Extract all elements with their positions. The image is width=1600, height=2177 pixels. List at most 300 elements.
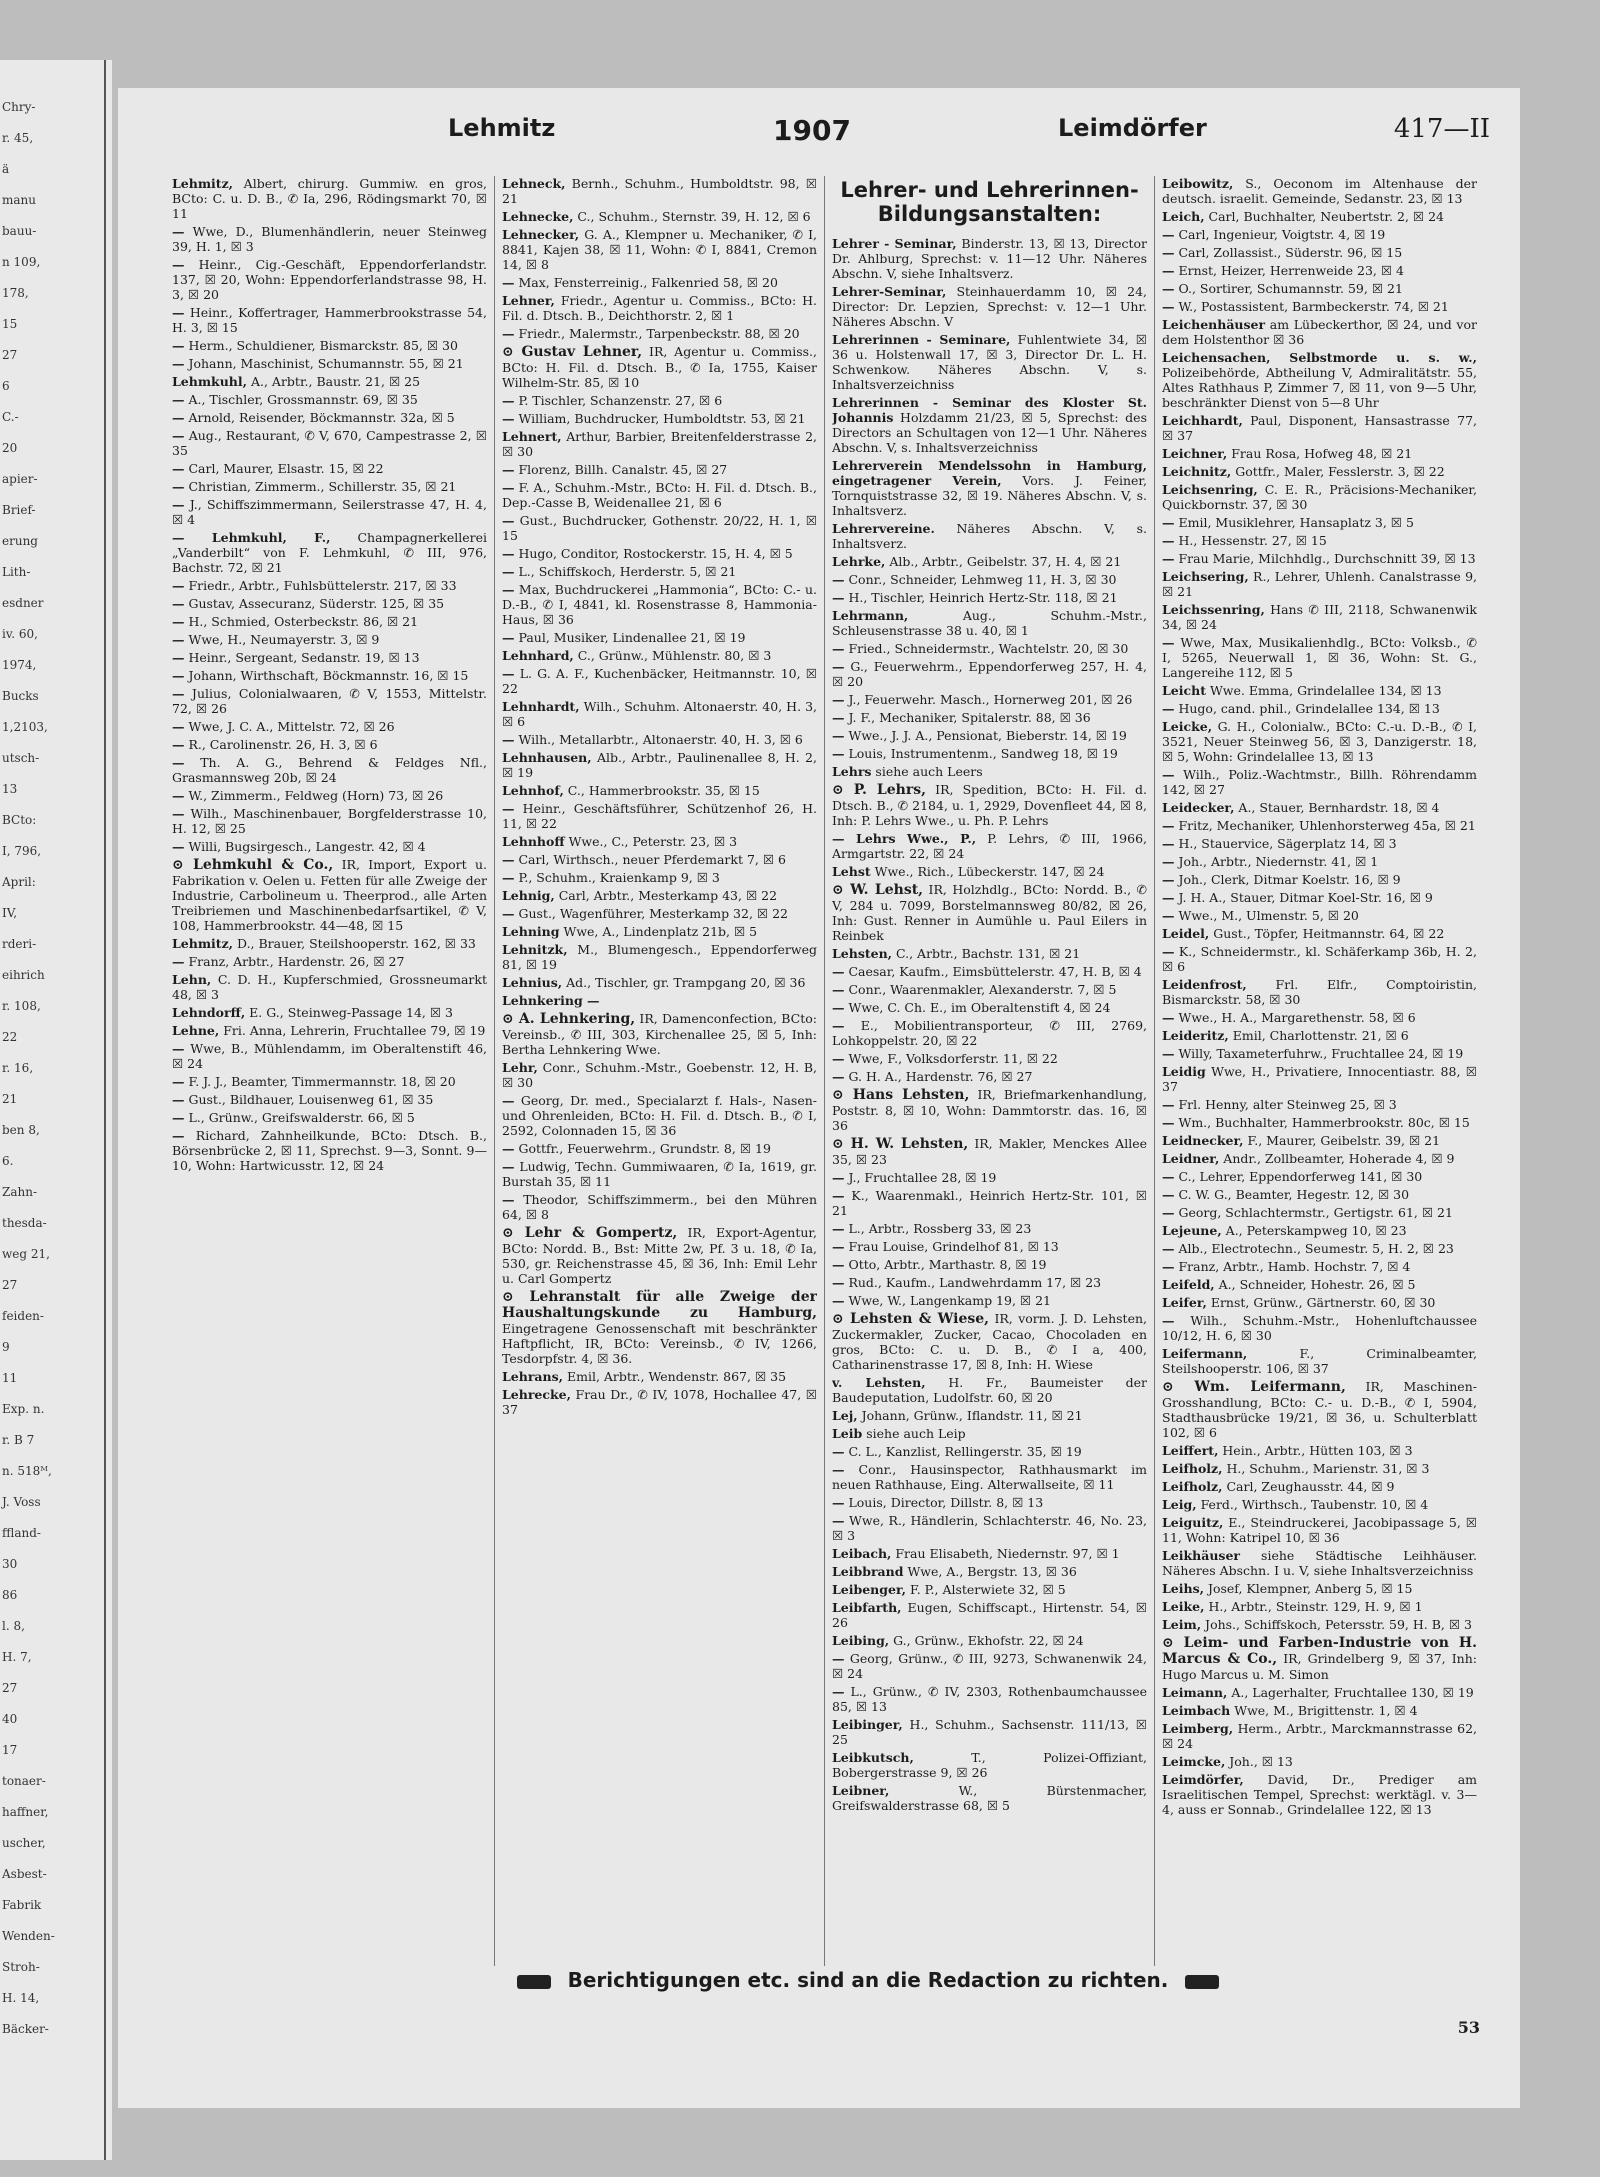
pointing-hand-icon	[517, 1975, 551, 1989]
entry-details: Carl, Zollassist., Süderstr. 96, ☒ 15	[1174, 245, 1403, 260]
entry-details: Carl, Wirthsch., neuer Pferdemarkt 7, ☒ 6	[514, 852, 787, 867]
entry-name: —	[1162, 281, 1175, 296]
directory-entry	[502, 942, 817, 972]
directory-entry	[1162, 800, 1477, 815]
entry-details: Paul, Disponent, Hansastrasse 77, ☒ 37	[1162, 413, 1477, 443]
adjacent-page-fragment: Asbest-	[2, 1867, 47, 1881]
directory-entry	[832, 284, 1147, 329]
entry-name: —	[1162, 818, 1175, 833]
entry-details: Friedr., Agentur u. Commiss., BCto: H. Fil. d. Dtsch. B., Deichthorstr. 2, ☒ 1	[502, 293, 817, 323]
entry-details: Gust., Töpfer, Heitmannstr. 64, ☒ 22	[1209, 926, 1445, 941]
entry-details: J., Feuerwehr. Masch., Hornerweg 201, ☒ 26	[844, 692, 1133, 707]
entry-details: IR, Damenconfection, BCto: Vereinsb., ✆ III, 303, Kirchenallee 25, ☒ 5, Inh: Bertha Lehnkering Wwe.	[502, 1011, 817, 1057]
footer-text: Berichtigungen etc. sind an die Redaction zu richten.	[567, 1968, 1169, 1992]
entry-name: — Lehrs Wwe., P.,	[832, 831, 977, 846]
adjacent-page-fragment: n. 518ᴹ,	[2, 1464, 52, 1478]
entry-name: —	[502, 666, 515, 681]
directory-entry	[832, 521, 1147, 551]
directory-entry	[1162, 413, 1477, 443]
entry-details: C. W. G., Beamter, Hegestr. 12, ☒ 30	[1174, 1187, 1410, 1202]
entry-details: Christian, Zimmerm., Schillerstr. 35, ☒ 21	[184, 479, 457, 494]
entry-details: IR, Export-Agentur, BCto: Nordd. B., Bst: Mitte 2w, Pf. 3 u. 18, ✆ Ia, 530, gr. Reichenstrasse 45, ☒ 36, Inh: Emil Lehr u. Carl Gompertz	[502, 1225, 817, 1286]
directory-entry	[502, 564, 817, 579]
directory-entry	[172, 530, 487, 575]
entry-details: G. A., Klempner u. Mechaniker, ✆ I, 8841, Kajen 38, ☒ 11, Wohn: ✆ I, 8841, Cremon 14, ☒ 8	[502, 227, 817, 272]
entry-details: Paul, Musiker, Lindenallee 21, ☒ 19	[514, 630, 746, 645]
adjacent-page-fragment: eihrich	[2, 968, 45, 982]
directory-entry	[832, 1750, 1147, 1780]
directory-entry	[1162, 890, 1477, 905]
directory-entry	[172, 224, 487, 254]
entry-name: Lehne,	[172, 1023, 220, 1038]
directory-entry	[1162, 317, 1477, 347]
directory-entry	[832, 332, 1147, 392]
entry-name: Leidner,	[1162, 1151, 1220, 1166]
entry-details: E., Mobilientransporteur, ✆ III, 2769, Lohkoppelstr. 20, ☒ 22	[832, 1018, 1147, 1048]
adjacent-page-fragment: utsch-	[2, 751, 40, 765]
directory-entry	[172, 1092, 487, 1107]
entry-details: H. Fr., Baumeister der Baudeputation, Ludolfstr. 60, ☒ 20	[832, 1375, 1147, 1405]
entry-details: Binderstr. 13, ☒ 13, Director Dr. Ahlburg, Sprechst: v. 11—12 Uhr. Näheres Abschn. V, siehe Inhaltsverz.	[832, 236, 1147, 281]
entry-name: Leimbach	[1162, 1703, 1231, 1718]
entry-name: —	[502, 1093, 515, 1108]
entry-name: Lehnius,	[502, 975, 563, 990]
entry-details: Gottfr., Maler, Fesslerstr. 3, ☒ 22	[1231, 464, 1445, 479]
directory-entry	[502, 209, 817, 224]
adjacent-page-fragment: iv. 60,	[2, 627, 38, 641]
adjacent-page-fragment: haffner,	[2, 1805, 49, 1819]
directory-entry	[502, 906, 817, 921]
entry-name: —	[172, 578, 185, 593]
directory-entry	[1162, 1772, 1477, 1817]
entry-name: Lehn,	[172, 972, 212, 987]
entry-details: Wwe, H., Neumayerstr. 3, ☒ 9	[184, 632, 380, 647]
entry-name: Leichnitz,	[1162, 464, 1232, 479]
entry-name: —	[502, 630, 515, 645]
entry-name: Lehrerverein Mendelssohn in Hamburg, eingetragener Verein,	[832, 458, 1147, 488]
entry-details: Ernst, Heizer, Herrenweide 23, ☒ 4	[1174, 263, 1404, 278]
entry-name: —	[502, 480, 515, 495]
directory-entry	[1162, 1064, 1477, 1094]
header-year: 1907	[773, 114, 851, 147]
entry-details: H., Hessenstr. 27, ☒ 15	[1174, 533, 1327, 548]
directory-entry	[1162, 281, 1477, 296]
entry-name: —	[832, 1051, 845, 1066]
entry-name: ⊙ H. W. Lehsten,	[832, 1136, 969, 1152]
entry-details: E., Steindruckerei, Jacobipassage 5, ☒ 11, Wohn: Katripel 10, ☒ 36	[1162, 1515, 1477, 1545]
entry-name: ⊙ Gustav Lehner,	[502, 344, 643, 360]
adjacent-page-fragment: I, 796,	[2, 844, 42, 858]
entry-details: H., Tischler, Heinrich Hertz-Str. 118, ☒ 21	[844, 590, 1118, 605]
directory-entry	[1162, 602, 1477, 632]
entry-name: Leifholz,	[1162, 1461, 1223, 1476]
entry-name: —	[502, 462, 515, 477]
entry-details: Frau Elisabeth, Niedernstr. 97, ☒ 1	[891, 1546, 1120, 1561]
entry-name: Leidel,	[1162, 926, 1210, 941]
entry-name: Lehneck,	[502, 176, 566, 191]
entry-details: F. J. J., Beamter, Timmermannstr. 18, ☒ 20	[184, 1074, 456, 1089]
entry-name: v. Lehsten,	[832, 1375, 926, 1390]
entry-name: —	[832, 1684, 845, 1699]
directory-entry	[1162, 767, 1477, 797]
entry-details: Theodor, Schiffszimmerm., bei den Mühren 64, ☒ 8	[502, 1192, 817, 1222]
entry-name: —	[172, 479, 185, 494]
entry-details: C. D. H., Kupferschmied, Grossneumarkt 48, ☒ 3	[172, 972, 487, 1002]
entry-details: Wilh., Poliz.-Wachtmstr., Billh. Röhrendamm 142, ☒ 27	[1162, 767, 1477, 797]
directory-entry	[832, 1311, 1147, 1372]
entry-name: —	[832, 964, 845, 979]
directory-entry	[832, 1293, 1147, 1308]
directory-entry	[1162, 836, 1477, 851]
entry-name: Leidecker,	[1162, 800, 1235, 815]
entry-details: IR, Makler, Menckes Allee 35, ☒ 23	[832, 1136, 1147, 1167]
adjacent-page-fragment: r. B 7	[2, 1433, 35, 1447]
entry-name: —	[832, 1188, 845, 1203]
entry-name: Leimberg,	[1162, 1721, 1234, 1736]
directory-entry	[832, 1051, 1147, 1066]
entry-name: Leidenfrost,	[1162, 977, 1247, 992]
entry-name: —	[1162, 1205, 1175, 1220]
entry-details: Frau Marie, Milchhdlg., Durchschnitt 39, ☒ 13	[1174, 551, 1476, 566]
adjacent-page-fragment: feiden-	[2, 1309, 44, 1323]
directory-entry	[832, 1221, 1147, 1236]
entry-details: P. Tischler, Schanzenstr. 27, ☒ 6	[514, 393, 723, 408]
directory-entry	[502, 924, 817, 939]
directory-entry	[502, 1387, 817, 1417]
entry-name: ⊙ P. Lehrs,	[832, 782, 926, 798]
entry-name: —	[1162, 767, 1175, 782]
column-divider	[824, 176, 825, 1966]
column-3	[832, 176, 1147, 1966]
directory-entry	[172, 788, 487, 803]
adjacent-page-fragment: r. 16,	[2, 1061, 34, 1075]
directory-entry	[172, 719, 487, 734]
entry-details: H., Stauervice, Sägerplatz 14, ☒ 3	[1174, 836, 1397, 851]
entry-details: Albert, chirurg. Gummiw. en gros, BCto: C. u. D. B., ✆ Ia, 296, Rödingsmarkt 70, ☒ 11	[172, 176, 487, 221]
directory-entry	[832, 692, 1147, 707]
directory-entry	[1162, 854, 1477, 869]
adjacent-page-fragment: r. 108,	[2, 999, 41, 1013]
directory-entry	[832, 1633, 1147, 1648]
entry-details: Arnold, Reisender, Böckmannstr. 32a, ☒ 5	[184, 410, 455, 425]
entry-name: Leichsering,	[1162, 569, 1249, 584]
directory-entry	[172, 479, 487, 494]
entry-details: Aug., Schuhm.-Mstr., Schleusenstrasse 38 u. 40, ☒ 1	[832, 608, 1147, 638]
directory-entry	[832, 1462, 1147, 1492]
directory-entry	[502, 975, 817, 990]
entry-name: Lehnecker,	[502, 227, 580, 242]
entry-details: C., Hammerbrookstr. 35, ☒ 15	[563, 783, 760, 798]
entry-name: —	[502, 870, 515, 885]
directory-entry	[172, 497, 487, 527]
directory-entry	[1162, 299, 1477, 314]
entry-details: Hugo, Conditor, Rostockerstr. 15, H. 4, ☒ 5	[514, 546, 793, 561]
entry-details: Gust., Wagenführer, Mesterkamp 32, ☒ 22	[514, 906, 788, 921]
directory-entry	[1162, 1313, 1477, 1343]
directory-entry	[502, 1060, 817, 1090]
entry-details: C. L., Kanzlist, Rellingerstr. 35, ☒ 19	[844, 1444, 1082, 1459]
entry-name: Lehnhausen,	[502, 750, 592, 765]
entry-name: —	[172, 305, 185, 320]
entry-details: Hans ✆ III, 2118, Schwanenwik 34, ☒ 24	[1162, 602, 1477, 632]
entry-details: Arthur, Barbier, Breitenfelderstrasse 2, ☒ 30	[502, 429, 817, 459]
directory-entry	[172, 737, 487, 752]
directory-entry	[502, 888, 817, 903]
entry-details: Wwe, A., Bergstr. 13, ☒ 36	[903, 1564, 1077, 1579]
adjacent-page-fragment: 86	[2, 1588, 18, 1602]
entry-details: Heinr., Geschäftsführer, Schützenhof 26, H. 11, ☒ 22	[502, 801, 817, 831]
entry-details: J. H. A., Stauer, Ditmar Koel-Str. 16, ☒ 9	[1174, 890, 1433, 905]
entry-details: Eugen, Schiffscapt., Hirtenstr. 54, ☒ 26	[832, 1600, 1147, 1630]
entry-name: —	[1162, 635, 1175, 650]
entry-details: Frau Rosa, Hofweg 48, ☒ 21	[1227, 446, 1413, 461]
entry-name: Lehrer - Seminar,	[832, 236, 957, 251]
adjacent-page-fragment: BCto:	[2, 813, 37, 827]
directory-entry	[502, 783, 817, 798]
entry-details: Johann, Grünw., Iflandstr. 11, ☒ 21	[857, 1408, 1083, 1423]
entry-details: Joh., Clerk, Ditmar Koelstr. 16, ☒ 9	[1174, 872, 1401, 887]
entry-details: Willy, Taxameterfuhrw., Fruchtallee 24, ☒ 19	[1174, 1046, 1464, 1061]
entry-details: A., Schneider, Hohestr. 26, ☒ 5	[1214, 1277, 1416, 1292]
entry-details: Johs., Schiffskoch, Petersstr. 59, H. B, ☒ 3	[1201, 1617, 1472, 1632]
entry-details: P. Lehrs, ✆ III, 1966, Armgartstr. 22, ☒ 24	[832, 831, 1147, 861]
entry-details: L., Arbtr., Rossberg 33, ☒ 23	[844, 1221, 1032, 1236]
entry-details: IR, Maschinen-Grosshandlung, BCto: C.- u. D.-B., ✆ I, 5904, Stadthausbrücke 19/21, ☒ 36, u. Schulterblatt 102, ☒ 6	[1162, 1379, 1477, 1440]
directory-entry	[502, 176, 817, 206]
entry-details: Wwe, Max, Musikalienhdlg., BCto: Volksb., ✆ I, 5265, Neuerwall 1, ☒ 36, Wohn: St. G., Langereihe 112, ☒ 5	[1162, 635, 1477, 680]
directory-entry	[172, 1074, 487, 1089]
column-4	[1162, 176, 1477, 1966]
entry-name: —	[1162, 245, 1175, 260]
directory-entry	[1162, 209, 1477, 224]
directory-entry	[502, 1192, 817, 1222]
entry-details: O., Sortirer, Schumannstr. 59, ☒ 21	[1174, 281, 1403, 296]
entry-details: F., Maurer, Geibelstr. 39, ☒ 21	[1243, 1133, 1441, 1148]
directory-entry	[1162, 1169, 1477, 1184]
directory-entry	[832, 964, 1147, 979]
entry-details: IR, Import, Export u. Fabrikation v. Oelen u. Fetten für alle Zweige der Industrie, Carbolineum u. Theerprod., alle Arten Treibriemen und Maschinenbedarfsartikel, ✆ V, 108, Hammerbrookstr. 44—48, ☒ 15	[172, 857, 487, 933]
directory-entry	[502, 326, 817, 341]
entry-details: A., Arbtr., Baustr. 21, ☒ 25	[247, 374, 421, 389]
entry-details: Friedr., Malermstr., Tarpenbeckstr. 88, ☒ 20	[514, 326, 800, 341]
directory-entry	[832, 1546, 1147, 1561]
column-divider	[494, 176, 495, 1966]
entry-name: —	[502, 275, 515, 290]
entry-name: —	[172, 719, 185, 734]
entry-name: Lehmitz,	[172, 936, 234, 951]
entry-details: William, Buchdrucker, Humboldtstr. 53, ☒ 21	[514, 411, 806, 426]
entry-name: ⊙ Lehranstalt für alle Zweige der Haushaltungskunde zu Hamburg,	[502, 1289, 817, 1321]
entry-name: —	[1162, 1187, 1175, 1202]
entry-name: Leike,	[1162, 1599, 1205, 1614]
entry-details: Joh., ☒ 13	[1225, 1754, 1293, 1769]
page-number: 53	[1457, 2018, 1480, 2037]
entry-details: Johann, Maschinist, Schumannstr. 55, ☒ 21	[184, 356, 464, 371]
column-1	[172, 176, 487, 1966]
directory-entry	[502, 513, 817, 543]
entry-name: Lehr,	[502, 1060, 538, 1075]
directory-entry	[502, 275, 817, 290]
directory-entry	[832, 831, 1147, 861]
entry-name: —	[1162, 1046, 1175, 1061]
directory-entry	[832, 641, 1147, 656]
entry-details: IR, Grindelberg 9, ☒ 37, Inh: Hugo Marcus u. M. Simon	[1162, 1651, 1477, 1682]
directory-entry	[832, 1408, 1147, 1423]
directory-entry	[832, 1444, 1147, 1459]
directory-entry	[832, 458, 1147, 518]
entry-name: —	[832, 572, 845, 587]
adjacent-page-fragment: 30	[2, 1557, 18, 1571]
entry-name: ⊙ W. Lehst,	[832, 882, 924, 898]
entry-name: Leichensachen, Selbstmorde u. s. w.,	[1162, 350, 1477, 365]
entry-name: Leifermann,	[1162, 1346, 1248, 1361]
adjacent-page-strip	[0, 60, 112, 2160]
directory-entry	[1162, 1259, 1477, 1274]
directory-entry	[172, 461, 487, 476]
adjacent-page-fragment: esdner	[2, 596, 44, 610]
entry-name: Lehrs	[832, 764, 872, 779]
directory-entry	[502, 582, 817, 627]
entry-name: —	[1162, 227, 1175, 242]
entry-details: Wwe., J. J. A., Pensionat, Bieberstr. 14, ☒ 19	[844, 728, 1127, 743]
directory-entry	[1162, 482, 1477, 512]
directory-entry	[502, 411, 817, 426]
entry-details: P., Schuhm., Kraienkamp 9, ☒ 3	[514, 870, 720, 885]
entry-name: — Lehmkuhl, F.,	[172, 530, 331, 545]
entry-details: Wwe, A., Lindenplatz 21b, ☒ 5	[559, 924, 758, 939]
directory-entry	[1162, 1241, 1477, 1256]
entry-name: ⊙ A. Lehnkering,	[502, 1011, 636, 1027]
directory-entry	[502, 1141, 817, 1156]
entry-details: L., Schiffskoch, Herderstr. 5, ☒ 21	[514, 564, 737, 579]
adjacent-page-fragment: Fabrik	[2, 1898, 42, 1912]
entry-details: H., Schuhm., Marienstr. 31, ☒ 3	[1222, 1461, 1430, 1476]
adjacent-page-fragment: 17	[2, 1743, 18, 1757]
entry-details: J., Schiffszimmermann, Seilerstrasse 47, H. 4, ☒ 4	[172, 497, 487, 527]
directory-entry	[172, 374, 487, 389]
directory-entry	[502, 546, 817, 561]
directory-entry	[1162, 719, 1477, 764]
directory-entry	[832, 1651, 1147, 1681]
entry-name: Lehnhoff	[502, 834, 565, 849]
directory-entry	[1162, 1461, 1477, 1476]
entry-details: Julius, Colonialwaaren, ✆ V, 1553, Mittelstr. 72, ☒ 26	[172, 686, 487, 716]
directory-entry	[1162, 872, 1477, 887]
entry-name: Leichhardt,	[1162, 413, 1243, 428]
entry-name: Leichenhäuser	[1162, 317, 1266, 332]
entry-name: —	[832, 1000, 845, 1015]
directory-entry	[832, 1000, 1147, 1015]
entry-details: Wwe., H. A., Margarethenstr. 58, ☒ 6	[1174, 1010, 1416, 1025]
directory-entry	[172, 1023, 487, 1038]
entry-name: Lehnkering —	[502, 993, 600, 1008]
entry-details: R., Carolinenstr. 26, H. 3, ☒ 6	[184, 737, 378, 752]
header-last-name: Leimdörfer	[1058, 114, 1207, 142]
entry-name: Leibkutsch,	[832, 1750, 914, 1765]
entry-details: E. G., Steinweg-Passage 14, ☒ 3	[245, 1005, 454, 1020]
directory-entry	[172, 806, 487, 836]
entry-details: Frau Louise, Grindelhof 81, ☒ 13	[844, 1239, 1059, 1254]
directory-entry	[1162, 350, 1477, 410]
entry-name: —	[172, 1128, 185, 1143]
entry-name: —	[1162, 551, 1175, 566]
directory-entry	[502, 1093, 817, 1138]
adjacent-page-fragment: Wenden-	[2, 1929, 55, 1943]
directory-entry	[172, 176, 487, 221]
directory-entry	[1162, 977, 1477, 1007]
adjacent-page-fragment: Brief-	[2, 503, 36, 517]
directory-entry	[502, 666, 817, 696]
entry-details: Carl, Zeughausstr. 44, ☒ 9	[1222, 1479, 1395, 1494]
adjacent-page-fragment: r. 45,	[2, 131, 34, 145]
entry-name: Leifholz,	[1162, 1479, 1223, 1494]
page-edge	[104, 60, 106, 2160]
directory-entry	[1162, 1685, 1477, 1700]
entry-details: D., Brauer, Steilshooperstr. 162, ☒ 33	[233, 936, 476, 951]
entry-name: Leifer,	[1162, 1295, 1207, 1310]
directory-entry	[832, 764, 1147, 779]
entry-name: Lej,	[832, 1408, 858, 1423]
adjacent-page-fragment: 9	[2, 1340, 10, 1354]
adjacent-page-fragment: rderi-	[2, 937, 37, 951]
directory-entry	[1162, 227, 1477, 242]
entry-name: —	[172, 410, 185, 425]
entry-details: Wwe., M., Ulmenstr. 5, ☒ 20	[1174, 908, 1359, 923]
directory-entry	[1162, 1187, 1477, 1202]
directory-entry	[1162, 245, 1477, 260]
entry-details: am Lübeckerthor, ☒ 24, und vor dem Holstenthor ☒ 36	[1162, 317, 1477, 347]
directory-entry	[1162, 926, 1477, 941]
entry-name: —	[1162, 1115, 1175, 1130]
entry-details: W., Zimmerm., Feldweg (Horn) 73, ☒ 26	[184, 788, 444, 803]
directory-entry	[502, 732, 817, 747]
entry-details: Gust., Buchdrucker, Gothenstr. 20/22, H. 1, ☒ 15	[502, 513, 817, 543]
header-page-number: 417—II	[1393, 114, 1490, 144]
directory-entry	[172, 650, 487, 665]
directory-entry	[832, 982, 1147, 997]
entry-details: Wilh., Metallarbtr., Altonaerstr. 40, H. 3, ☒ 6	[514, 732, 803, 747]
entry-name: —	[502, 906, 515, 921]
entry-name: Leidnecker,	[1162, 1133, 1244, 1148]
entry-details: Wwe, R., Händlerin, Schlachterstr. 46, No. 23, ☒ 3	[832, 1513, 1147, 1543]
adjacent-page-fragment: Zahn-	[2, 1185, 38, 1199]
directory-entry	[832, 710, 1147, 725]
entry-details: Louis, Instrumentenm., Sandweg 18, ☒ 19	[844, 746, 1118, 761]
directory-entry	[1162, 515, 1477, 530]
entry-details: Fri. Anna, Lehrerin, Fruchtallee 79, ☒ 19	[219, 1023, 486, 1038]
entry-details: Alb., Arbtr., Paulinenallee 8, H. 2, ☒ 19	[502, 750, 817, 780]
entry-details: G. H., Colonialw., BCto: C.-u. D.-B., ✆ I, 3521, Neuer Steinweg 56, ☒ 3, Danzigerstr. 18, ☒ 5, Wohn: Grindelallee 13, ☒ 13	[1162, 719, 1477, 764]
entry-details: Emil, Musiklehrer, Hansaplatz 3, ☒ 5	[1174, 515, 1414, 530]
adjacent-page-fragment: Bäcker-	[2, 2022, 49, 2036]
entry-details: Heinr., Koffertrager, Hammerbrookstrasse 54, H. 3, ☒ 15	[172, 305, 487, 335]
directory-entry	[832, 608, 1147, 638]
entry-name: —	[1162, 872, 1175, 887]
entry-details: A., Stauer, Bernhardstr. 18, ☒ 4	[1234, 800, 1440, 815]
entry-name: —	[1162, 299, 1175, 314]
entry-details: A., Lagerhalter, Fruchtallee 130, ☒ 19	[1227, 1685, 1474, 1700]
adjacent-page-fragment: 21	[2, 1092, 18, 1106]
directory-entry	[502, 630, 817, 645]
header-first-name: Lehmitz	[448, 114, 556, 142]
directory-entry	[832, 1564, 1147, 1579]
entry-details: H., Arbtr., Steinstr. 129, H. 9, ☒ 1	[1204, 1599, 1423, 1614]
entry-name: Leichsenring,	[1162, 482, 1258, 497]
directory-entry	[1162, 1497, 1477, 1512]
entry-details: Willi, Bugsirgesch., Langestr. 42, ☒ 4	[184, 839, 426, 854]
adjacent-page-fragment: erung	[2, 534, 38, 548]
entry-name: Lehnhardt,	[502, 699, 580, 714]
